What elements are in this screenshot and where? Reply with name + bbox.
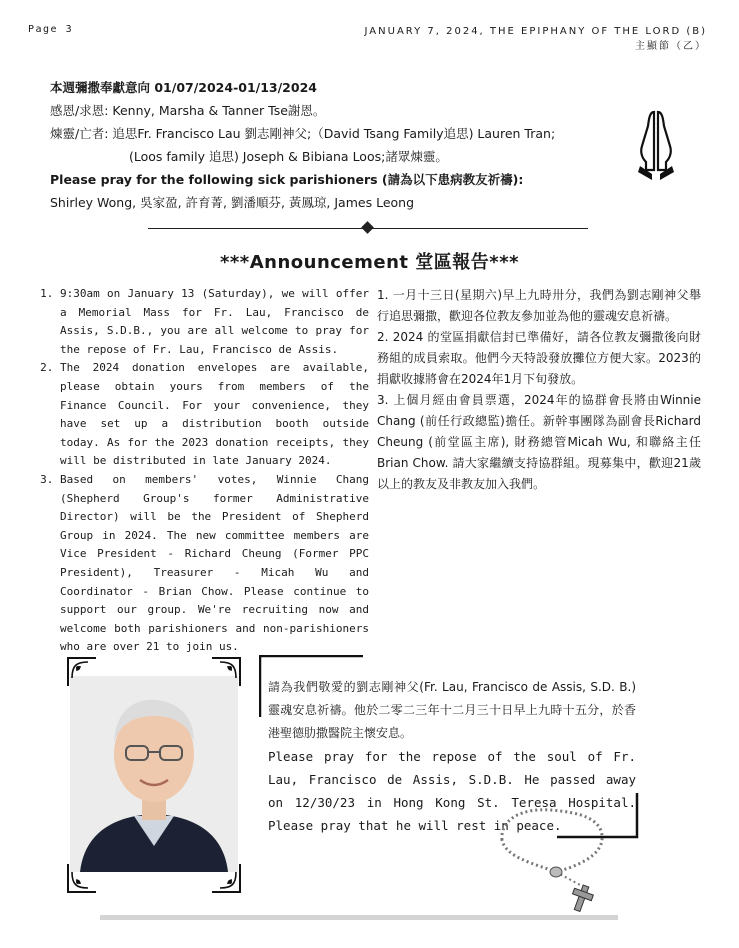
sick-title: Please pray for the following sick parishioners (請為以下患病教友祈禱): (50, 172, 524, 187)
announcement-en-item: 2. The 2024 donation envelopes are available, please obtain yours from members of the Finance Council. For your convenience, they have set up a distribution booth outside today. As for the 2023 donation receipts, they will be distributed in late January 2024. (60, 359, 369, 471)
deceased-text-1: 追思Fr. Francisco Lau 劉志剛神父;（David Tsang Family追思) Lauren Tran; (112, 126, 556, 141)
priest-photo (70, 676, 238, 872)
footer-bar (100, 915, 618, 920)
announcement-chinese (377, 285, 701, 495)
thanks-label: 感恩/求恩: (50, 103, 109, 118)
announcement-english (46, 285, 369, 657)
mass-intentions-title: 本週彌撒奉獻意向 01/07/2024-01/13/2024 (50, 80, 317, 95)
thanks-text: Kenny, Marsha & Tanner Tse謝恩。 (112, 103, 326, 118)
announcement-cn-item: 2. 2024 的堂區捐獻信封已準備好，請各位教友彌撒後向財務組的成員索取。他們今天特設發放攤位方便大家。2023的捐獻收據將會在2024年1月下旬發放。 (377, 330, 701, 386)
thanks-line (50, 99, 640, 122)
memorial-cn: 請為我們敬愛的劉志剛神父(Fr. Lau, Francisco de Assis, S.D. B.) 靈魂安息祈禱。他於二零二三年十二月三十日早上九時十五分，於香港聖德肋撒醫院主懷安息。 (268, 680, 636, 740)
ornament-corner-icon (210, 862, 242, 894)
deceased-text-2: (Loos family 追思) Joseph & Bibiana Loos;諸眾煉靈。 (129, 149, 448, 164)
sick-names: Shirley Wong, 吳家盈, 許育菁, 劉潘順芬, 黃鳳琼, James Leong (50, 195, 415, 210)
memorial-en: Please pray for the repose of the soul of Fr. Lau, Francisco de Assis, S.D.B. He passed away on 12/30/23 in Hong Kong St. Teresa Hospital. Please pray that he will rest in peace. (268, 749, 636, 833)
date-line: JANUARY 7, 2024, THE EPIPHANY OF THE LORD (B) (364, 26, 707, 37)
page-number: Page 3 (28, 24, 74, 35)
announcement-title: ***Announcement 堂區報告*** (219, 252, 520, 273)
priest-portrait-icon (70, 676, 238, 872)
announcement-cn-item: 3. 上個月經由會員票選，2024年的協群會長將由Winnie Chang (前任行政總監)擔任。新幹事團隊為副會長Richard Cheung (前堂區主席), 財務總管Micah Wu, 和聯絡主任Brian Chow. 請大家繼續支持協群組。現募集中，歡迎21歲以上的教友及非教友加入我們。 (377, 393, 701, 491)
rosary-icon (494, 800, 618, 916)
praying-hands-icon (632, 108, 680, 180)
announcement-cn-item: 1. 一月十三日(星期六)早上九時卅分，我們為劉志剛神父舉行追思彌撒，歡迎各位教友參加並為他的靈魂安息祈禱。 (377, 288, 701, 323)
deceased-label: 煉靈/亡者: (50, 126, 109, 141)
ornament-corner-icon (66, 656, 98, 688)
deceased-line (50, 122, 640, 145)
feast-cn: 主顯節（乙） (635, 41, 707, 52)
announcement-en-item: 1. 9:30am on January 13 (Saturday), we will offer a Memorial Mass for Fr. Lau, Francisco de Assis, S.D.B., you are all welcome to pray for the repose of Fr. Lau, Francisco de Assis. (60, 285, 369, 359)
divider-diamond (361, 221, 374, 234)
announcement-en-item: 3. Based on members' votes, Winnie Chang (Shepherd Group's former Administrative Director) will be the President of Shepherd Group in 2024. The new committee members are Vice President - Richard Cheung (Former PPC President), Treasurer - Micah Wu and Coordinator - Brian Chow. Please continue to support our group. We're recruiting now and welcome both parishioners and non-parishioners who are over 21 to join us. (60, 471, 369, 657)
mass-intentions (50, 76, 640, 214)
ornament-corner-icon (66, 862, 98, 894)
bulletin-date-header (365, 24, 707, 54)
ornament-corner-icon (210, 656, 242, 688)
